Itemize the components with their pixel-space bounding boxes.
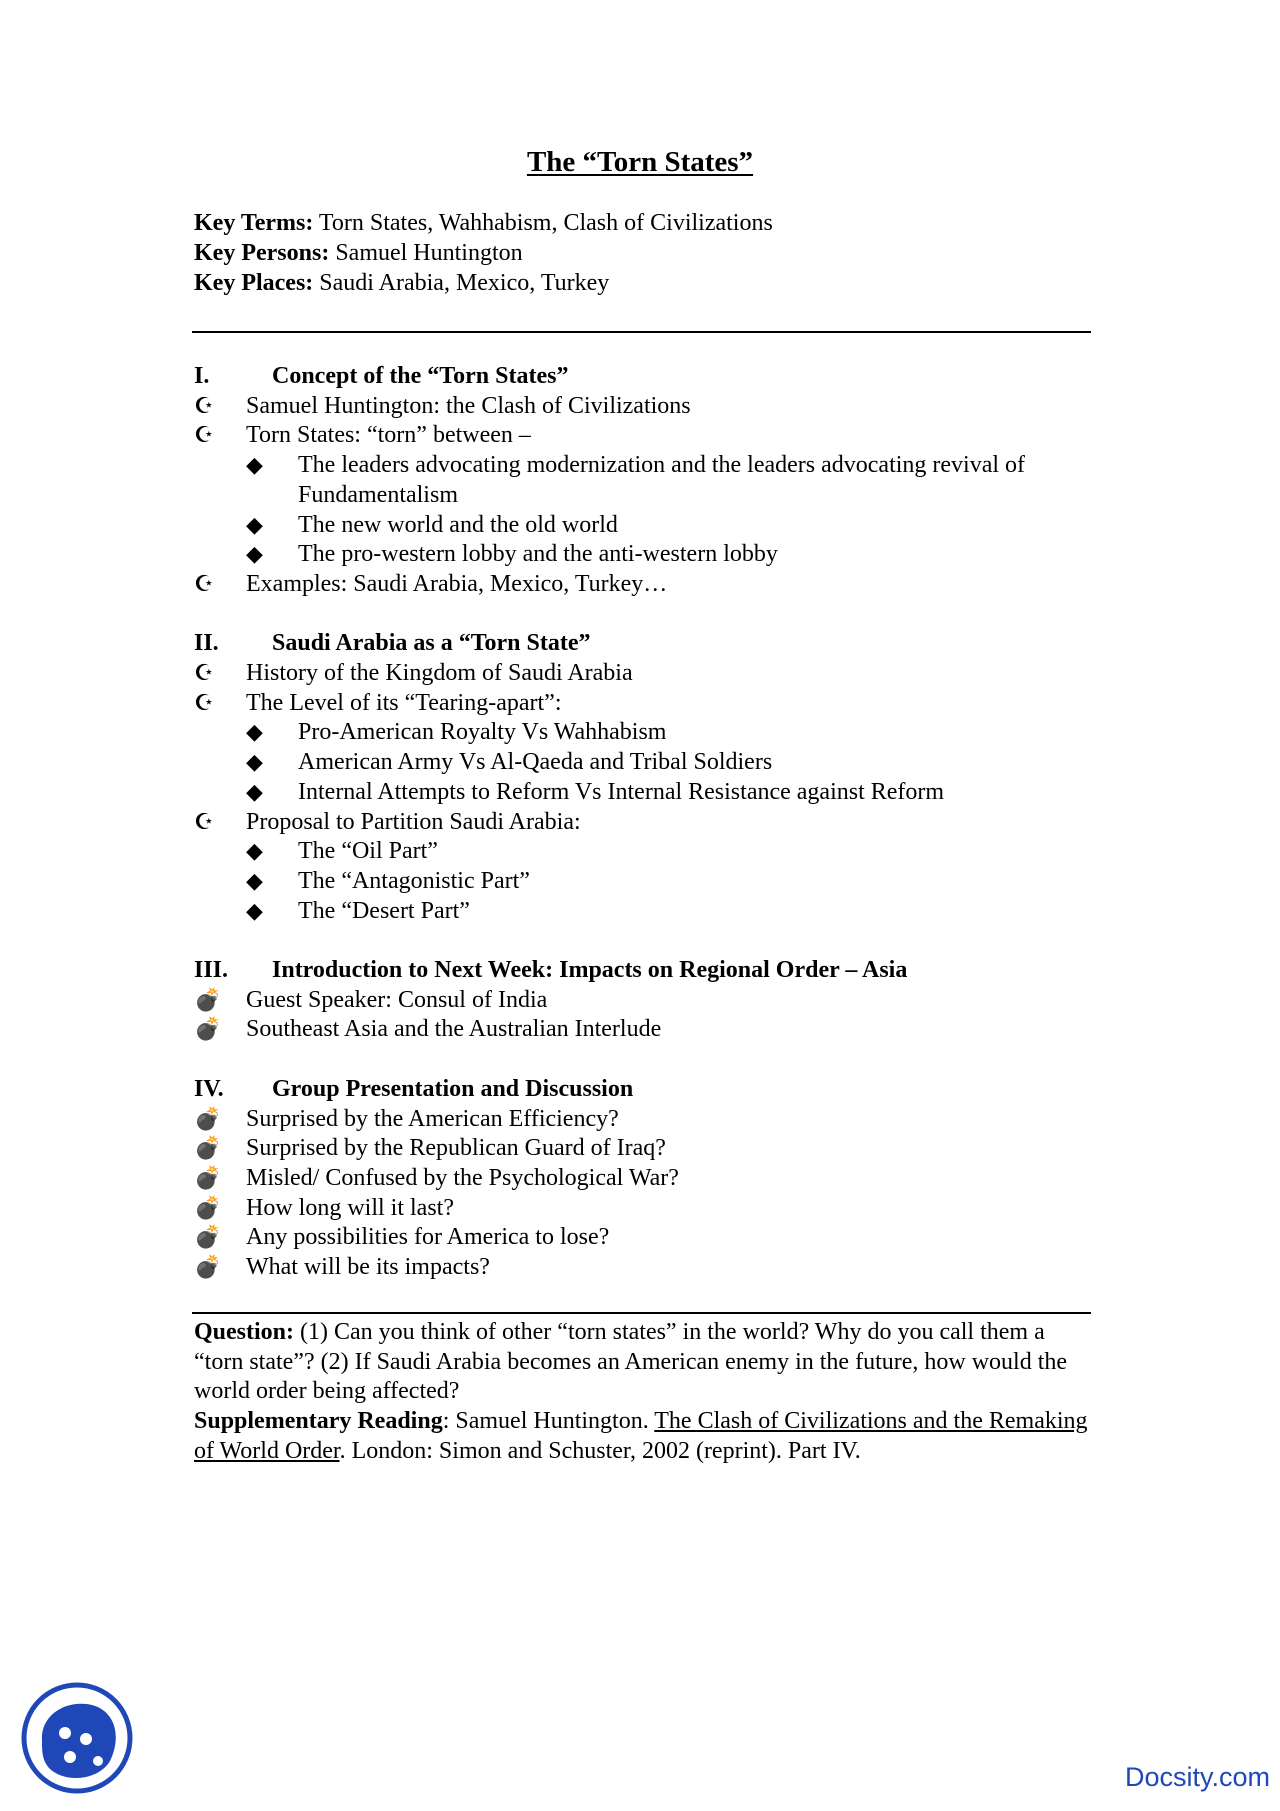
key-places [194,268,773,298]
list-item [194,1015,1094,1045]
key-terms [194,208,773,238]
sub-item [194,718,1094,748]
sub-item-text: American Army Vs Al-Qaeda and Tribal Soldiers [298,749,773,776]
item-text: How long will it last? [246,1194,454,1221]
page-title: The “Torn States” [526,146,754,178]
bomb-icon: 💣 [194,1106,222,1132]
key-terms-label: Key Terms: [194,210,314,236]
diamond-icon: ◆ [246,779,263,805]
sub-item [194,451,1094,510]
key-info [194,208,773,298]
key-persons-value: Samuel Huntington [329,240,523,266]
crescent-icon: ☪ [194,809,214,835]
section-number: II. [194,630,219,657]
key-places-label: Key Places: [194,270,314,296]
key-places-value: Saudi Arabia, Mexico, Turkey [313,270,610,296]
diamond-icon: ◆ [246,720,263,746]
list-item [194,421,1094,451]
bomb-icon: 💣 [194,1136,222,1162]
sub-item-text: The “Desert Part” [298,897,470,924]
sub-item [194,748,1094,778]
item-text: Surprised by the American Efficiency? [246,1105,619,1132]
question-text: (1) Can you think of other “torn states” in the world? Why do you call them a “torn state”? (2) If Saudi Arabia becomes an American enemy in the future, how would the world order being affected? [194,1319,1068,1405]
section-heading [194,1075,1094,1105]
diamond-icon: ◆ [246,898,263,924]
supplementary-reading [194,1407,1094,1466]
item-text: History of the Kingdom of Saudi Arabia [246,660,633,687]
bomb-icon: 💣 [194,1255,222,1281]
section-1 [194,362,1094,600]
bomb-icon: 💣 [194,1165,222,1191]
item-text: Any possibilities for America to lose? [246,1224,610,1251]
section-number: III. [194,957,229,984]
section-title: Introduction to Next Week: Impacts on Regional Order – Asia [272,957,908,984]
item-text: Examples: Saudi Arabia, Mexico, Turkey… [246,570,668,597]
section-title: Concept of the “Torn States” [272,363,569,389]
supplementary-author: : Samuel Huntington. [442,1408,655,1435]
section-number: I. [194,363,210,389]
bomb-icon: 💣 [194,1195,222,1221]
diamond-icon: ◆ [246,839,263,865]
question-label: Question: [194,1319,295,1345]
sub-item [194,867,1094,897]
supplementary-rest: . London: Simon and Schuster, 2002 (reprint). Part IV. [339,1437,861,1464]
supplementary-label: Supplementary Reading [194,1408,443,1435]
item-text: Samuel Huntington: the Clash of Civilizations [246,392,691,419]
crescent-icon: ☪ [194,661,214,687]
item-text: Guest Speaker: Consul of India [246,986,548,1013]
item-text: Torn States: “torn” between – [246,422,531,449]
section-3 [194,956,1094,1045]
diamond-icon: ◆ [246,453,263,479]
section-heading [194,362,1094,392]
bomb-icon: 💣 [194,987,222,1013]
sub-item [194,837,1094,867]
list-item [194,1194,1094,1224]
section-title: Group Presentation and Discussion [272,1075,634,1102]
list-item [194,689,1094,719]
question-block [194,1318,1094,1467]
list-item [194,1223,1094,1253]
list-item [194,392,1094,422]
bomb-icon: 💣 [194,1225,222,1251]
crescent-icon: ☪ [194,393,214,419]
list-item [194,1134,1094,1164]
question [194,1318,1094,1407]
item-text: Southeast Asia and the Australian Interlude [246,1016,662,1043]
key-terms-value: Torn States, Wahhabism, Clash of Civilizations [313,210,773,236]
sub-item-text: The “Oil Part” [298,838,438,865]
bomb-icon: 💣 [194,1017,222,1043]
sub-item-text: Pro-American Royalty Vs Wahhabism [298,719,667,746]
section-number: IV. [194,1075,224,1102]
outline [194,362,1094,1312]
item-text: Proposal to Partition Saudi Arabia: [246,808,581,835]
sub-item [194,511,1094,541]
sub-item [194,540,1094,570]
item-text: Surprised by the Republican Guard of Iraq? [246,1135,666,1162]
bottom-divider [192,1312,1091,1314]
sub-item [194,897,1094,927]
diamond-icon: ◆ [246,868,263,894]
list-item [194,986,1094,1016]
list-item [194,1164,1094,1194]
item-text: Misled/ Confused by the Psychological War? [246,1164,679,1191]
sub-item-text: Internal Attempts to Reform Vs Internal Resistance against Reform [298,778,945,805]
list-item [194,570,1094,600]
item-text: The Level of its “Tearing-apart”: [246,689,562,716]
crescent-icon: ☪ [194,690,214,716]
crescent-icon: ☪ [194,571,214,597]
brand-watermark: Docsity.com [1124,1762,1270,1792]
list-item [194,659,1094,689]
sub-item-text: The pro-western lobby and the anti-western lobby [298,541,778,568]
sub-item-text: The “Antagonistic Part” [298,867,530,894]
section-2 [194,629,1094,926]
diamond-icon: ◆ [246,542,263,568]
key-persons-label: Key Persons: [194,240,330,266]
section-heading [194,629,1094,659]
key-persons [194,238,773,268]
sub-item [194,778,1094,808]
book-title: The Clash of Civilizations and the Remaking of World Order [194,1408,1088,1464]
list-item [194,808,1094,838]
docsity-logo-icon [20,1681,134,1795]
diamond-icon: ◆ [246,750,263,776]
top-divider [192,331,1091,333]
section-4 [194,1075,1094,1283]
sub-item-text: The leaders advocating modernization and the leaders advocating revival of Fundamentalism [298,452,1026,508]
crescent-icon: ☪ [194,423,214,449]
sub-item-text: The new world and the old world [298,511,618,538]
list-item [194,1105,1094,1135]
list-item [194,1253,1094,1283]
diamond-icon: ◆ [246,512,263,538]
section-heading [194,956,1094,986]
section-title: Saudi Arabia as a “Torn State” [272,630,591,657]
item-text: What will be its impacts? [246,1254,490,1281]
